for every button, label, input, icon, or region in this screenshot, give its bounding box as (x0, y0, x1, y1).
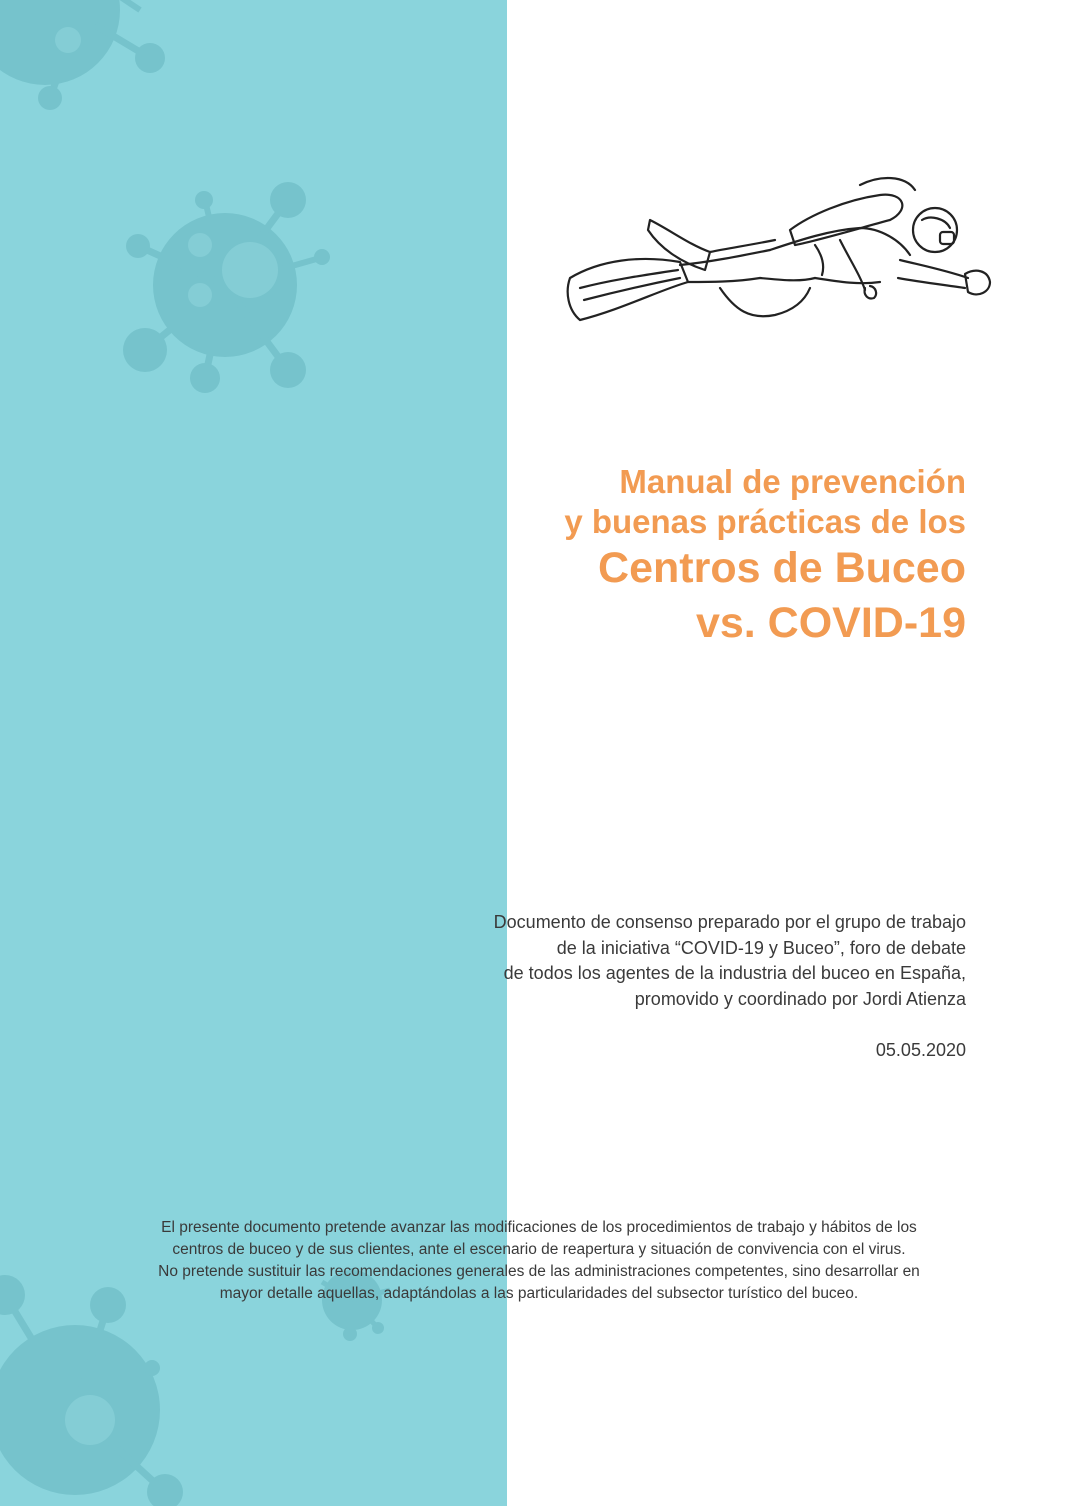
document-title (564, 462, 966, 651)
scuba-diver-icon (560, 170, 1000, 330)
credits-line-4: promovido y coordinado por Jordi Atienza (634, 988, 966, 1009)
disclaimer-line-3: No pretende sustituir las recomendaciones generales de las administraciones competentes, sino desarrollar en (158, 1263, 920, 1280)
credits-line-2: de la iniciativa “COVID-19 y Buceo”, foro de debate (556, 937, 966, 958)
disclaimer-block (104, 1217, 974, 1305)
credits-block (494, 910, 966, 1012)
publication-date: 05.05.2020 (875, 1040, 966, 1060)
credits-line-3: de todos los agentes de la industria del buceo en España, (503, 963, 966, 984)
title-line-3: Centros de Buceo (598, 544, 966, 593)
title-line-2: y buenas prácticas de los (564, 502, 966, 540)
title-line-4: vs. COVID-19 (695, 599, 966, 648)
disclaimer-line-4: mayor detalle aquellas, adaptándolas a las particularidades del subsector turístico del buceo. (219, 1285, 859, 1302)
credits-line-1: Documento de consenso preparado por el grupo de trabajo (493, 912, 966, 932)
title-line-1: Manual de prevención (619, 463, 966, 500)
disclaimer-line-1: El presente documento pretende avanzar las modificaciones de los procedimientos de trabajo y hábitos de los (161, 1219, 917, 1236)
disclaimer-line-2: centros de buceo y de sus clientes, ante el escenario de reapertura y situación de convivencia con el virus. (172, 1241, 906, 1258)
